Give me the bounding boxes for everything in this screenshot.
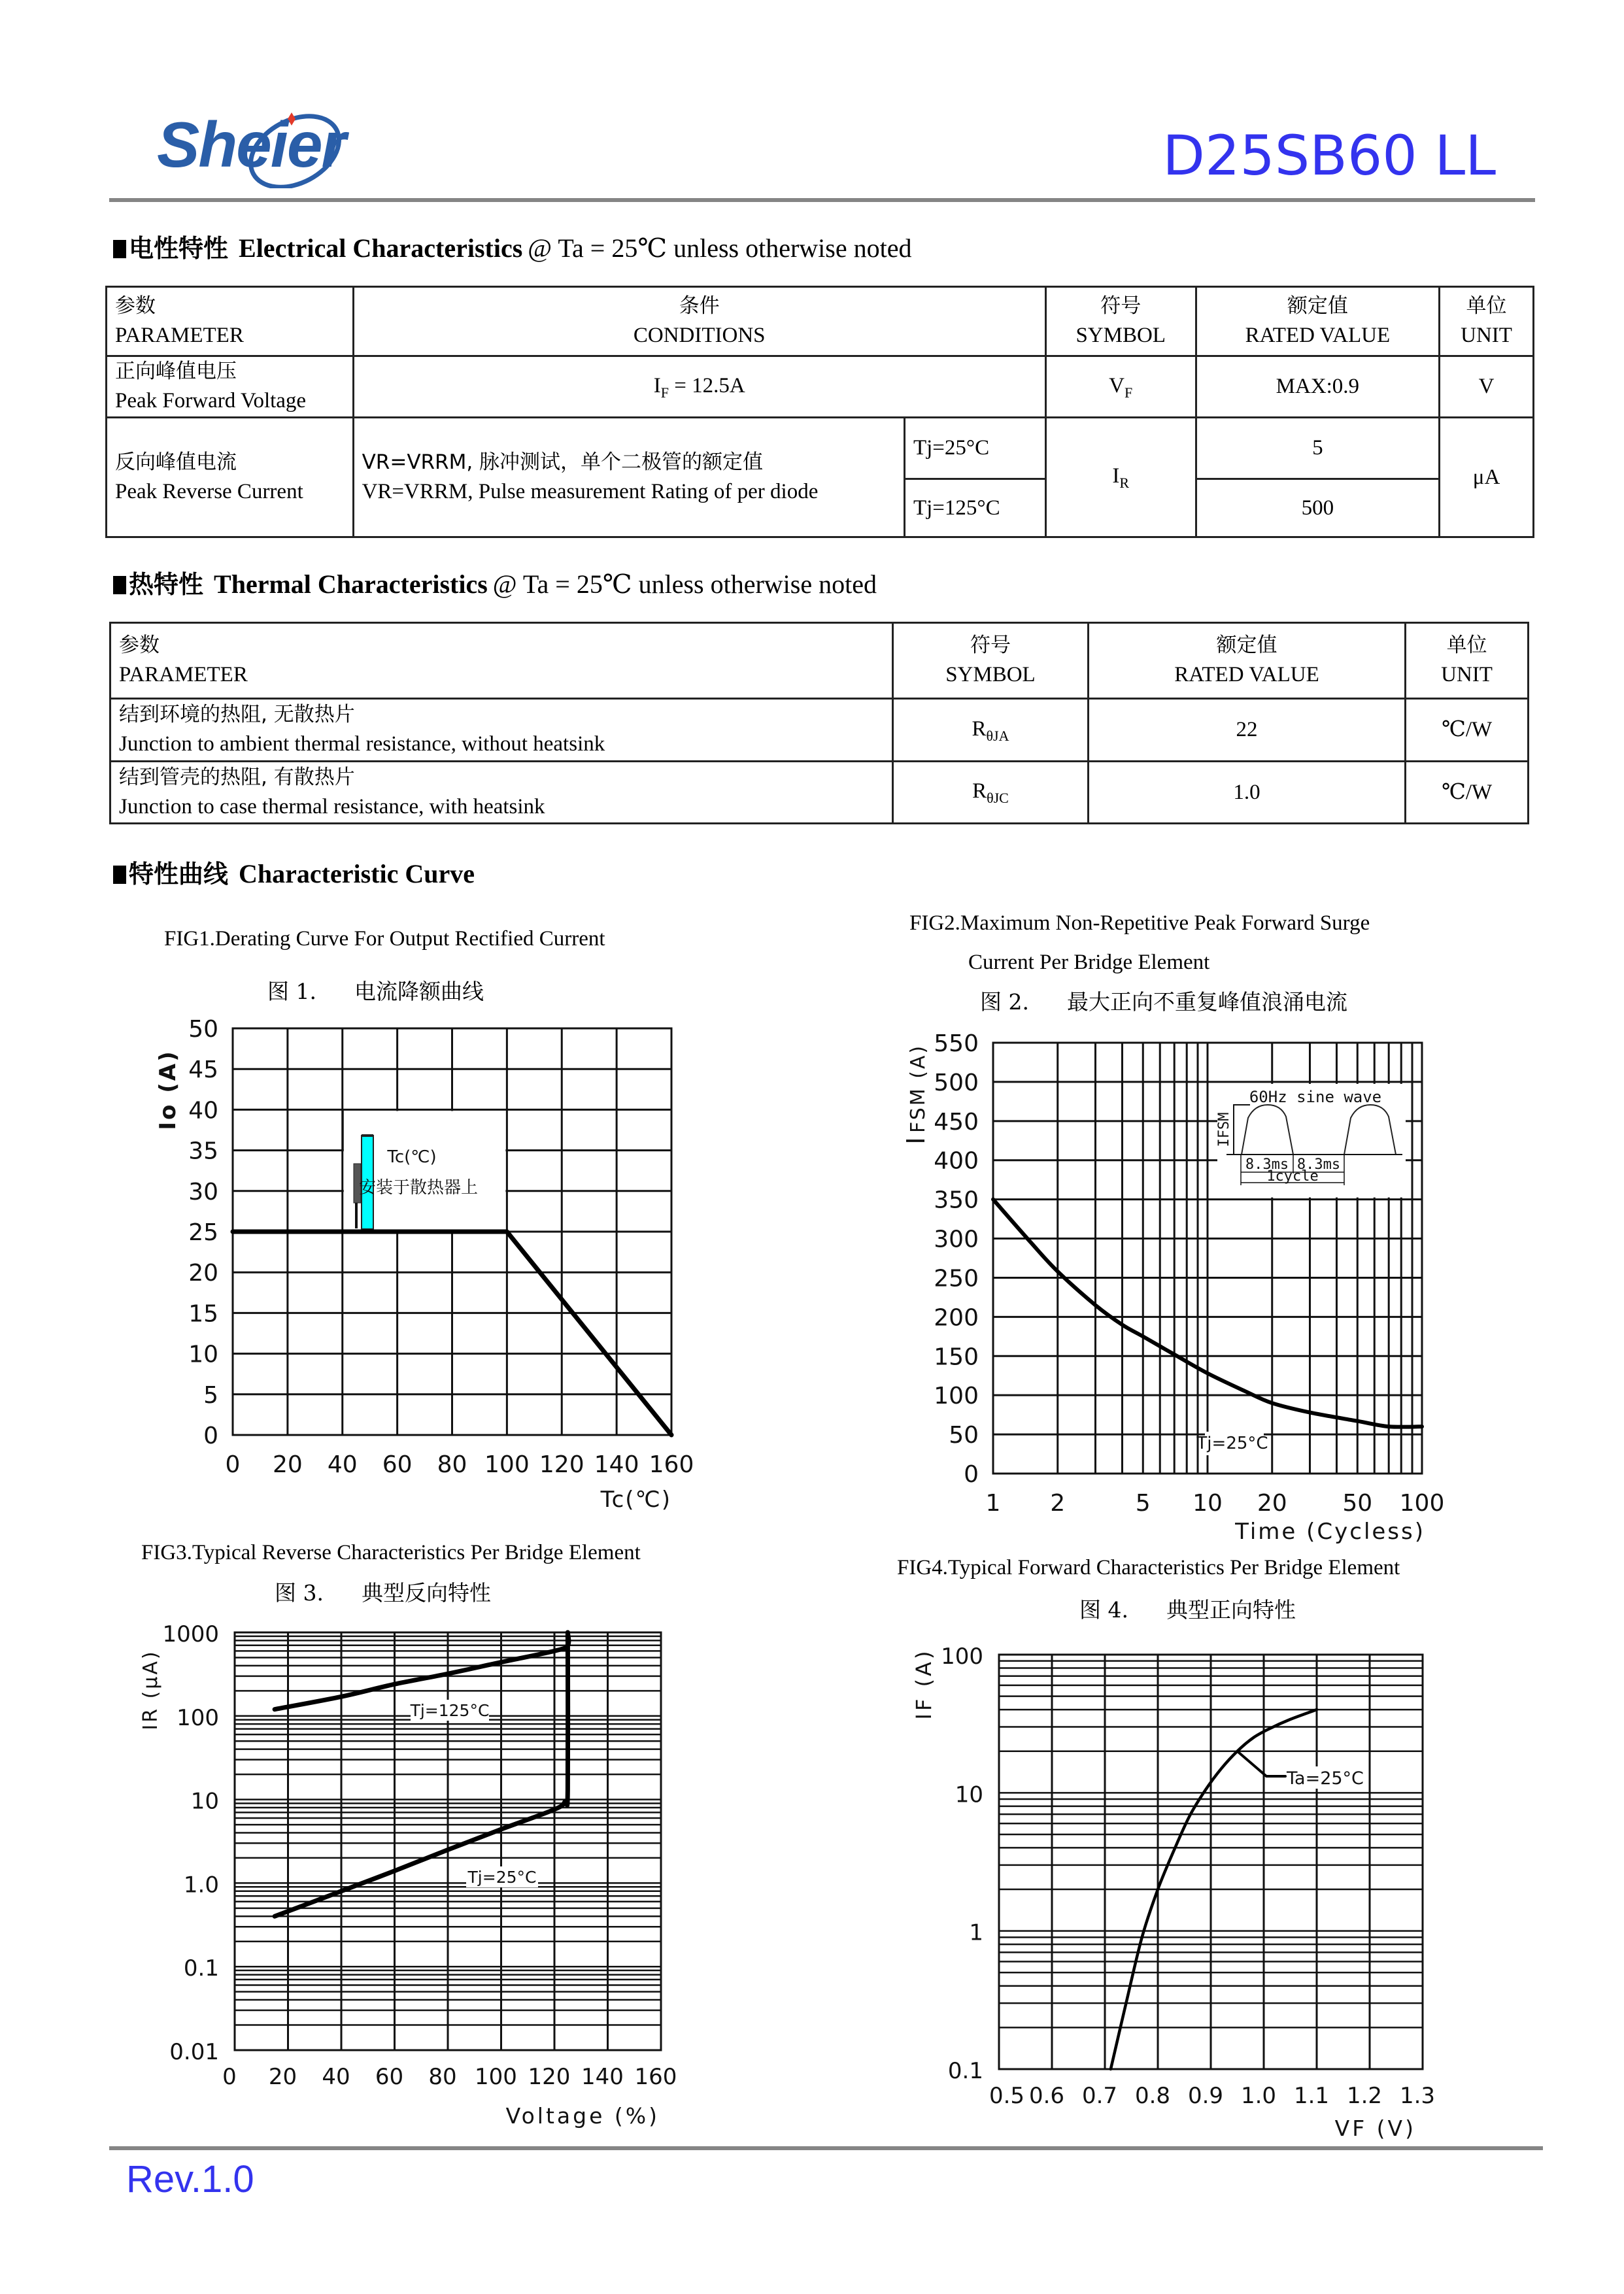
svg-text:80: 80	[428, 2064, 457, 2090]
svg-text:1: 1	[985, 1490, 1001, 1517]
svg-text:Io (A): Io (A)	[155, 1049, 181, 1130]
svg-text:Voltage (%): Voltage (%)	[505, 2103, 660, 2129]
svg-text:150: 150	[934, 1343, 979, 1371]
svg-text:80: 80	[437, 1451, 467, 1478]
svg-text:0: 0	[225, 1451, 241, 1478]
revision-label: Rev.1.0	[126, 2158, 254, 2201]
value-cell: MAX:0.9	[1196, 356, 1439, 418]
svg-text:250: 250	[934, 1265, 979, 1292]
svg-text:100: 100	[934, 1383, 979, 1410]
svg-text:500: 500	[934, 1069, 979, 1096]
svg-text:120: 120	[539, 1451, 584, 1478]
symbol-cell: $I_R$	[1045, 418, 1196, 537]
svg-text:1.0: 1.0	[183, 1872, 219, 1898]
svg-text:15: 15	[188, 1300, 218, 1328]
tj-25-cell: Tj=25°C	[904, 418, 1045, 479]
symbol-cell: $V_F$	[1045, 356, 1196, 418]
svg-text:100: 100	[475, 2064, 517, 2090]
svg-text:140: 140	[581, 2064, 624, 2090]
svg-text:Tj=125°C: Tj=125°C	[410, 1701, 490, 1720]
fig1-title-zh: 图 1. 电流降额曲线	[267, 979, 484, 1004]
svg-text:1.1: 1.1	[1293, 2083, 1330, 2109]
svg-text:安装于散热器上: 安装于散热器上	[358, 1178, 479, 1198]
table-header-row: 参数 PARAMETER 符号 SYMBOL 额定值 RATED VALUE 单位 UNIT	[110, 623, 1529, 699]
electrical-section-heading: 电性特性 Electrical Characteristics @ Ta = 25℃ unless otherwise noted	[113, 235, 911, 261]
svg-text:IR (μA): IR (μA)	[139, 1649, 162, 1730]
svg-text:IF (A): IF (A)	[911, 1648, 936, 1720]
svg-text:1000: 1000	[162, 1621, 219, 1647]
unit-cell: μA	[1440, 418, 1534, 537]
svg-text:50: 50	[949, 1422, 979, 1449]
svg-text:20: 20	[1257, 1490, 1287, 1517]
svg-text:40: 40	[327, 1451, 358, 1478]
svg-text:450: 450	[934, 1108, 979, 1136]
thermal-section-heading: 热特性 Thermal Characteristics @ Ta = 25℃ unless otherwise noted	[113, 571, 877, 598]
fig2-title-zh: 图 2. 最大正向不重复峰值浪涌电流	[980, 989, 1347, 1015]
value-cell: 1.0	[1088, 762, 1405, 824]
svg-text:0.9: 0.9	[1187, 2083, 1224, 2109]
condition-cell: $I_F = 12.5A$	[353, 356, 1045, 418]
svg-text:Tc(℃): Tc(℃)	[600, 1487, 671, 1513]
svg-text:5: 5	[1135, 1490, 1151, 1517]
svg-text:120: 120	[528, 2064, 571, 2090]
svg-text:0.1: 0.1	[947, 2058, 983, 2084]
svg-text:50: 50	[1342, 1490, 1373, 1517]
unit-cell: V	[1440, 356, 1534, 418]
fig4-title: FIG4.Typical Forward Characteristics Per Bridge Element	[897, 1556, 1400, 1579]
svg-text:Time (Cycless): Time (Cycless)	[1235, 1519, 1425, 1545]
symbol-cell: $R_{\theta JA}$	[893, 699, 1089, 762]
unit-cell: ℃/W	[1406, 699, 1529, 762]
svg-text:25: 25	[188, 1219, 218, 1246]
svg-text:35: 35	[188, 1138, 218, 1165]
svg-text:45: 45	[188, 1056, 218, 1084]
svg-text:5: 5	[203, 1381, 218, 1409]
svg-text:160: 160	[649, 1451, 694, 1478]
fig2-title-line2: Current Per Bridge Element	[968, 951, 1210, 974]
svg-text:100: 100	[941, 1644, 983, 1670]
fig3-title-zh: 图 3. 典型反向特性	[275, 1580, 491, 1606]
table-row: 反向峰值电流 Peak Reverse Current VR=VRRM, 脉冲测试，单个二极管的额定值 VR=VRRM, Pulse measurement Rating of per diode Tj=25°C $I_R$ 5 μA	[107, 418, 1534, 479]
fig3-title: FIG3.Typical Reverse Characteristics Per Bridge Element	[141, 1541, 641, 1564]
svg-text:100: 100	[484, 1451, 530, 1478]
svg-text:10: 10	[1193, 1490, 1223, 1517]
fig1-title: FIG1.Derating Curve For Output Rectified Current	[164, 927, 605, 951]
fig4-plot	[911, 1644, 1435, 2141]
table-row: 结到管壳的热阻, 有散热片 Junction to case thermal resistance, with heatsink $R_{\theta JC}$ 1.0 ℃/W	[110, 762, 1529, 824]
svg-text:60: 60	[375, 2064, 404, 2090]
svg-text:10: 10	[190, 1788, 219, 1815]
unit-cell: ℃/W	[1406, 762, 1529, 824]
svg-text:400: 400	[934, 1147, 979, 1175]
svg-text:140: 140	[594, 1451, 639, 1478]
svg-text:I: I	[902, 1137, 930, 1145]
svg-text:1.2: 1.2	[1346, 2083, 1383, 2109]
table-row: 正向峰值电压 Peak Forward Voltage $I_F = 12.5A$ $V_F$ MAX:0.9 V	[107, 356, 1534, 418]
svg-text:0: 0	[203, 1423, 218, 1449]
value-cell: 5	[1196, 418, 1439, 479]
value-cell: 500	[1196, 479, 1439, 537]
svg-text:60: 60	[382, 1451, 413, 1478]
svg-text:40: 40	[188, 1097, 218, 1124]
table-header-row: 参数 PARAMETER 条件 CONDITIONS 符号 SYMBOL 额定值 RATED VALUE 单位 UNIT	[107, 287, 1534, 356]
svg-text:350: 350	[934, 1187, 979, 1214]
svg-text:VF (V): VF (V)	[1334, 2116, 1416, 2141]
svg-text:1: 1	[969, 1919, 983, 1946]
svg-text:0: 0	[964, 1461, 979, 1488]
svg-text:20: 20	[268, 2064, 297, 2090]
svg-text:1cycle: 1cycle	[1266, 1168, 1319, 1185]
svg-text:IFSM: IFSM	[1216, 1112, 1232, 1147]
svg-text:0: 0	[222, 2064, 237, 2090]
svg-text:20: 20	[272, 1451, 303, 1478]
value-cell: 22	[1088, 699, 1405, 762]
symbol-cell: $R_{\theta JC}$	[893, 762, 1089, 824]
svg-text:0.01: 0.01	[169, 2039, 219, 2065]
svg-text:10: 10	[188, 1341, 218, 1368]
svg-text:0.1: 0.1	[183, 1955, 219, 1982]
svg-text:8.3ms: 8.3ms	[1296, 1156, 1341, 1173]
svg-text:30: 30	[188, 1178, 218, 1206]
svg-text:Tj=25°C: Tj=25°C	[1196, 1434, 1268, 1453]
fig3-plot	[139, 1621, 677, 2129]
svg-text:8.3ms: 8.3ms	[1245, 1156, 1289, 1173]
svg-text:0.5: 0.5	[989, 2083, 1025, 2109]
svg-text:0.8: 0.8	[1134, 2083, 1171, 2109]
svg-text:100: 100	[1399, 1490, 1445, 1517]
condition-cell: VR=VRRM, 脉冲测试，单个二极管的额定值 VR=VRRM, Pulse measurement Rating of per diode	[353, 418, 904, 537]
svg-text:2: 2	[1050, 1490, 1066, 1517]
svg-text:550: 550	[934, 1030, 979, 1057]
fig1-plot	[155, 1016, 694, 1513]
fig2-plot	[902, 1030, 1444, 1545]
curves-section-heading: 特性曲线 Characteristic Curve	[113, 861, 475, 887]
svg-text:FSM (A): FSM (A)	[907, 1043, 930, 1133]
fig4-title-zh: 图 4. 典型正向特性	[1079, 1597, 1296, 1623]
svg-text:10: 10	[955, 1781, 983, 1808]
svg-text:0.7: 0.7	[1081, 2083, 1118, 2109]
svg-text:0.6: 0.6	[1028, 2083, 1065, 2109]
svg-text:Ta=25°C: Ta=25°C	[1287, 1768, 1364, 1789]
footer-divider	[109, 2146, 1543, 2150]
svg-text:40: 40	[322, 2064, 350, 2090]
svg-text:1.3: 1.3	[1399, 2083, 1436, 2109]
svg-text:1.0: 1.0	[1240, 2083, 1277, 2109]
svg-text:Tc(℃): Tc(℃)	[387, 1147, 437, 1167]
fig2-title-line1: FIG2.Maximum Non-Repetitive Peak Forward Surge	[909, 911, 1370, 935]
part-number-title: D25SB60 LL	[1162, 124, 1496, 188]
svg-text:200: 200	[934, 1304, 979, 1332]
svg-text:60Hz sine wave: 60Hz sine wave	[1249, 1088, 1382, 1106]
svg-text:100: 100	[177, 1704, 219, 1731]
svg-text:Tj=25°C: Tj=25°C	[467, 1868, 537, 1887]
svg-text:300: 300	[934, 1226, 979, 1253]
table-row: 结到环境的热阻, 无散热片 Junction to ambient thermal resistance, without heatsink $R_{\theta JA}$ 22 ℃/W	[110, 699, 1529, 762]
svg-text:160: 160	[634, 2064, 677, 2090]
tj-125-cell: Tj=125°C	[904, 479, 1045, 537]
svg-text:50: 50	[188, 1016, 218, 1043]
brand-name: Sheier	[157, 109, 345, 180]
svg-text:20: 20	[188, 1260, 218, 1287]
